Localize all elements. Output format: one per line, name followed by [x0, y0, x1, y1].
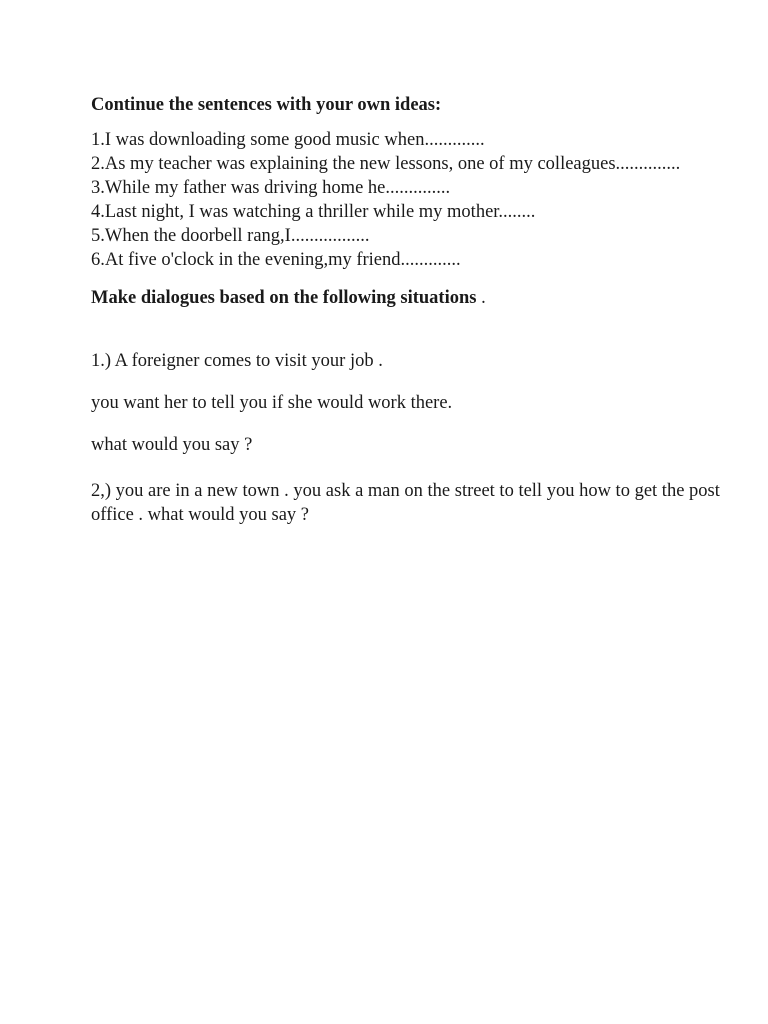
list-item: 2.As my teacher was explaining the new lessons, one of my colleagues..............: [91, 154, 681, 174]
situation-paragraph: 2,) you are in a new town . you ask a man on the street to tell you how to get the post office . what would you say ?: [91, 481, 720, 525]
list-item: 3.While my father was driving home he..............: [91, 178, 451, 198]
situation-paragraph: 1.) A foreigner comes to visit your job .: [91, 351, 383, 371]
section2-heading: [91, 285, 731, 311]
worksheet-page: [91, 92, 731, 527]
section2-heading-text: Make dialogues based on the following situations: [91, 288, 477, 308]
list-item: 6.At five o'clock in the evening,my friend.............: [91, 250, 461, 270]
list-item: 4.Last night, I was watching a thriller while my mother........: [91, 202, 536, 222]
sentence-list: [91, 128, 731, 272]
section1-heading: Continue the sentences with your own ideas:: [91, 95, 442, 115]
section2-heading-trailer: .: [476, 288, 486, 308]
situation-paragraph: what would you say ?: [91, 435, 253, 455]
situation-paragraph: you want her to tell you if she would work there.: [91, 393, 453, 413]
list-item: 5.When the doorbell rang,I.................: [91, 226, 370, 246]
list-item: 1.I was downloading some good music when.............: [91, 130, 485, 150]
